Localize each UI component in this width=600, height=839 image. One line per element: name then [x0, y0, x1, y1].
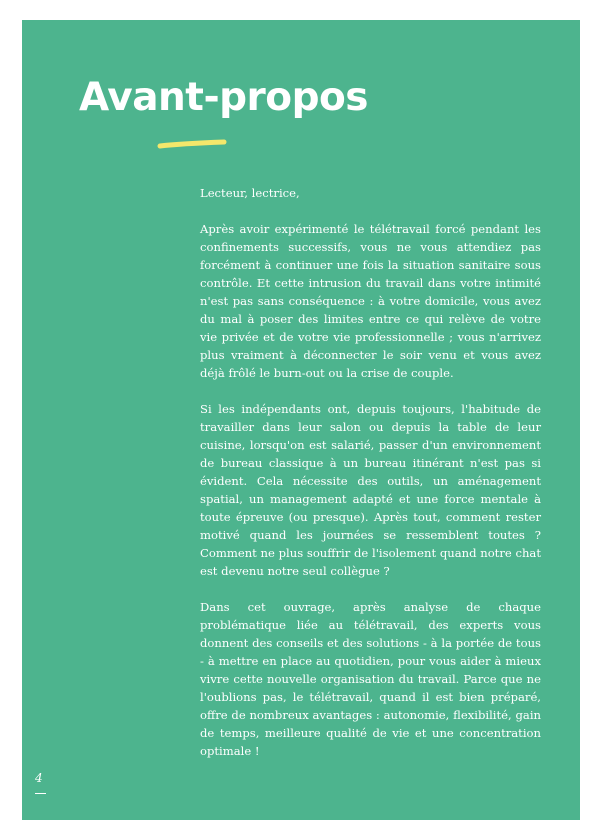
page-number: 4 — [35, 771, 43, 785]
title-underline-mark — [157, 138, 227, 152]
page — [22, 20, 580, 820]
paragraph-3: Dans cet ouvrage, après analyse de chaque problématique liée au télétravail, des experts vous donnent des conseils et des solutions - à la portée de tous - à mettre en place au quotidien, pour vous aider à mieux vivre cette nouvelle organisation du travail. Parce que ne l'oublions pas, le télétravail, quand il est bien préparé, offre de nombreux avantages : autonomie, flexibilité, gain de temps, meilleure qualité de vie et une concentration optimale ! — [200, 600, 541, 758]
body-text — [200, 184, 541, 778]
greeting: Lecteur, lectrice, — [200, 186, 300, 200]
paragraph-1: Après avoir expérimenté le télétravail forcé pendant les confinements successifs, vous ne vous attendiez pas forcément à continuer une fois la situation sanitaire sous contrôle. Et cette intrusion du travail dans votre intimité n'est pas sans conséquence : à votre domicile, vous avez du mal à poser des limites entre ce qui relève de votre vie privée et de votre vie professionnelle ; vous n'arrivez plus vraiment à déconnecter le soir venu et vous avez déjà frôlé le burn-out ou la crise de couple. — [200, 222, 541, 380]
page-number-rule — [35, 793, 46, 794]
paragraph-2: Si les indépendants ont, depuis toujours, l'habitude de travailler dans leur salon ou depuis la table de leur cuisine, lorsqu'on est salarié, passer d'un environnement de bureau classique à un bureau itinérant n'est pas si évident. Cela nécessite des outils, un aménagement spatial, un management adapté et une force mentale à toute épreuve (ou presque). Après tout, comment rester motivé quand les journées se ressemblent toutes ? Comment ne plus souffrir de l'isolement quand notre chat est devenu notre seul collègue ? — [200, 402, 541, 578]
page-title: Avant-propos — [79, 75, 368, 120]
